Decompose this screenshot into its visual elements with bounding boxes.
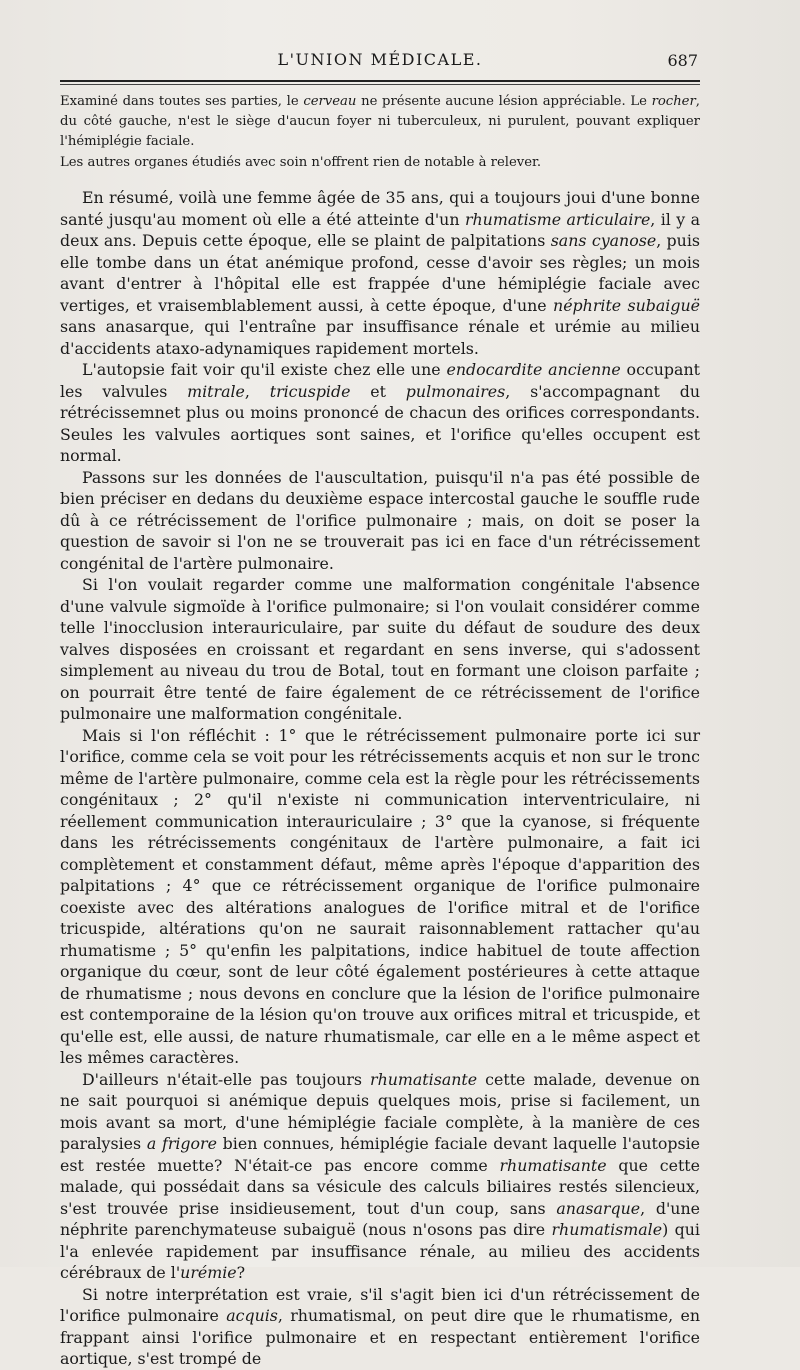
italic-term: rhumatisme articulaire	[464, 209, 651, 229]
paragraph	[60, 359, 700, 467]
italic-term: rhumatisante	[499, 1155, 607, 1175]
text-run: Mais si l'on réfléchit : 1° que le rétrécissement pulmonaire porte ici sur l'orifice, comme cela se voit pour les rétrécissements acquis et non sur le tronc même de l'artère pulmonaire, comme cela est la règle pour les rétrécissements congénitaux ; 2° qu'il n'existe ni communication interventriculaire, ni réellement communication interauriculaire ; 3° que la cyanose, si fréquente dans les rétrécissements congénitaux de l'artère pulmonaire, a fait ici complètement et constamment défaut, même après l'époque d'apparition des palpitations ; 4° que ce rétrécissement organique de l'orifice pulmonaire coexiste avec des altérations analogues de l'orifice mitral et de l'orifice tricuspide, altérations qu'on ne saurait raisonnablement rattacher qu'au rhumatisme ; 5° qu'enfin les palpitations, indice habituel de toute affection organique du cœur, sont de leur côté également postérieures à cette attaque de rhumatisme ; nous devons en conclure que la lésion de l'orifice pulmonaire est contemporaine de la lésion qu'on trouve aux orifices mitral et tricuspide, et qu'elle est, elle aussi, de nature rhumatismale, car elle en a le même aspect et les mêmes caractères.	[60, 725, 700, 1067]
italic-term: cerveau	[303, 94, 357, 109]
page-number: 687	[667, 51, 698, 70]
italic-term: mitrale	[187, 381, 245, 401]
italic-term: pulmonaires	[405, 381, 506, 401]
italic-term: rocher	[651, 94, 696, 109]
text-run: bien connues, hémiplégie faciale devant laquelle l'autopsie est restée muette? N'était-ce pas encore comme	[60, 1134, 700, 1175]
text-run: L'autopsie fait voir qu'il existe chez elle une	[82, 360, 447, 379]
text-run: ,	[244, 381, 270, 401]
text-run: En résumé, voilà une femme âgée de 35 ans, qui a toujours joui d'une bonne santé jusqu'au moment où elle a été atteinte d'un	[60, 188, 700, 229]
italic-term: a frigore	[146, 1134, 217, 1153]
text-run: , d'une néphrite parenchymateuse subaiguë (nous n'osons pas dire	[60, 1198, 700, 1239]
lead-paragraph	[60, 92, 700, 152]
italic-term: urémie	[180, 1263, 237, 1282]
header-rule-thin	[60, 84, 700, 85]
text-run: , du côté gauche, n'est le siège d'aucun foyer ni tuberculeux, ni purulent, pouvant expliquer l'hémiplégie faciale.	[60, 94, 700, 149]
text-run: , s'accompagnant du rétrécissemnet plus ou moins prononcé de chacun des orifices correspondants. Seules les valvules aortiques sont saines, et l'orifice qu'elles occupent est normal.	[60, 381, 700, 465]
text-run: , rhumatismal, on peut dire que le rhumatisme, en frappant ainsi l'orifice pulmonaire et en respectant entièrement l'orifice aortique, s'est trompé de	[60, 1306, 700, 1368]
text-run: ?	[236, 1263, 246, 1282]
paragraph	[60, 1069, 700, 1284]
text-run: cette malade, devenue on ne sait pourquoi si anémique depuis quelques mois, prise si facilement, un mois avant sa mort, d'une hémiplégie faciale complète, à la manière de ces paralysies	[60, 1069, 700, 1153]
running-title: L'UNION MÉDICALE.	[277, 50, 483, 69]
paragraph	[60, 725, 700, 1069]
section-gap	[60, 173, 700, 187]
text-run: Passons sur les données de l'auscultation, puisqu'il n'a pas été possible de bien préciser en dedans du deuxième espace intercostal gauche le souffle rude dû à ce rétrécissement de l'orifice pulmonaire ; mais, on doit se poser la question de savoir si l'on ne se trouverait pas ici en face d'un rétrécissement congénital de l'artère pulmonaire.	[60, 467, 700, 573]
text-run: ne présente aucune lésion appréciable. Le	[356, 94, 652, 109]
header-rule	[60, 80, 700, 82]
text-run: et	[350, 381, 406, 401]
paragraph	[60, 574, 700, 725]
text-run: Examiné dans toutes ses parties, le	[60, 94, 304, 109]
paragraph	[60, 467, 700, 575]
paragraph	[60, 187, 700, 359]
text-run: Si l'on voulait regarder comme une malformation congénitale l'absence d'une valvule sigmoïde à l'orifice pulmonaire; si l'on voulait considérer comme telle l'inocclusion interauriculaire, par suite du défaut de soudure des deux valves disposées en croissant et regardant en sens inverse, qui s'adossent simplement au niveau du trou de Botal, tout en formant une cloison parfaite ; on pourrait être tenté de faire également de ce rétrécissement de l'orifice pulmonaire une malformation congénitale.	[60, 575, 700, 723]
paragraph	[60, 1284, 700, 1370]
text-run: que cette malade, qui possédait dans sa vésicule des calculs biliaires restés silencieux, s'est trouvée prise insidieusement, tout d'un coup, sans	[60, 1155, 700, 1218]
italic-term: anasarque	[556, 1198, 641, 1218]
body-text	[60, 92, 700, 1370]
text-run: , il y a deux ans. Depuis cette époque, elle se plaint de palpitations	[60, 209, 700, 250]
italic-term: sans cyanose	[550, 231, 657, 250]
text-run: occupant les valvules	[60, 360, 700, 401]
page-header	[60, 48, 700, 78]
text-run: Les autres organes étudiés avec soin n'offrent rien de notable à relever.	[60, 155, 542, 170]
lead-paragraph	[60, 153, 700, 173]
text-run: , puis elle tombe dans un état anémique profond, cesse d'avoir ses règles; un mois avant d'entrer à l'hôpital elle est frappée d'une hémiplégie faciale avec vertiges, et vraisemblablement aussi, à cette époque, d'une	[60, 231, 701, 315]
text-run: D'ailleurs n'était-elle pas toujours	[82, 1069, 371, 1089]
italic-term: néphrite subaiguë	[553, 295, 700, 315]
italic-term: rhumatisante	[370, 1069, 478, 1089]
italic-term: endocardite ancienne	[446, 360, 621, 379]
italic-term: tricuspide	[269, 381, 351, 401]
text-run: Si notre interprétation est vraie, s'il s'agit bien ici d'un rétrécissement de l'orifice pulmonaire	[60, 1284, 700, 1325]
italic-term: acquis	[226, 1306, 278, 1325]
text-run: sans anasarque, qui l'entraîne par insuffisance rénale et urémie au milieu d'accidents ataxo-adynamiques rapidement mortels.	[60, 317, 700, 358]
text-run: ) qui l'a enlevée rapidement par insuffisance rénale, au milieu des accidents cérébraux de l'	[60, 1220, 700, 1282]
italic-term: rhumatismale	[551, 1220, 663, 1239]
